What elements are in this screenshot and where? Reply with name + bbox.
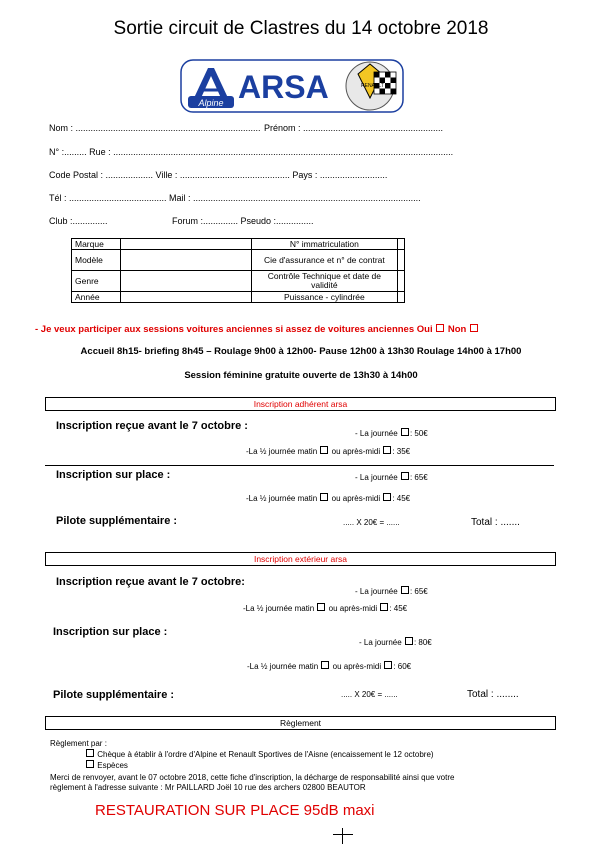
option-label: - La journée bbox=[355, 429, 398, 438]
exterieur-place-demi bbox=[247, 661, 411, 671]
forum-field[interactable]: Forum :.............. Pseudo :............... bbox=[172, 216, 314, 226]
vehicle-table bbox=[71, 238, 405, 303]
svg-text:ARSA: ARSA bbox=[238, 69, 329, 105]
club-field[interactable]: Club :.............. bbox=[49, 216, 108, 226]
checkbox[interactable] bbox=[383, 446, 391, 454]
non-checkbox[interactable] bbox=[470, 324, 478, 332]
adherent-place-label: Inscription sur place : bbox=[56, 469, 171, 481]
checkbox[interactable] bbox=[383, 493, 391, 501]
svg-text:RENAULT: RENAULT bbox=[361, 83, 384, 89]
option-label: ou après-midi bbox=[332, 662, 382, 671]
adherent-place-demi bbox=[246, 493, 410, 503]
adherent-pilote-calc[interactable]: ..... X 20€ = ...... bbox=[343, 518, 400, 527]
exterieur-place-label: Inscription sur place : bbox=[53, 626, 168, 638]
adherent-header: Inscription adhérent arsa bbox=[45, 397, 556, 411]
price: : 60€ bbox=[393, 662, 412, 671]
price: : 65€ bbox=[409, 473, 428, 482]
checkbox[interactable] bbox=[320, 446, 328, 454]
table-cell-input[interactable] bbox=[120, 250, 251, 271]
oui-checkbox[interactable] bbox=[436, 324, 444, 332]
option-label: -La ½ journée matin bbox=[243, 604, 315, 613]
exterieur-total[interactable]: Total : ........ bbox=[467, 689, 519, 700]
table-row bbox=[72, 250, 405, 271]
non-label: Non bbox=[447, 324, 467, 335]
option-label: -La ½ journée matin bbox=[247, 662, 319, 671]
option-label: ou après-midi bbox=[331, 494, 381, 503]
price: : 45€ bbox=[392, 494, 411, 503]
exterieur-avant-journee bbox=[355, 586, 428, 596]
exterieur-place-journee bbox=[359, 637, 432, 647]
exterieur-pilote-calc[interactable]: ..... X 20€ = ...... bbox=[341, 690, 398, 699]
feminine-session-text: Session féminine gratuite ouverte de 13h30 à 14h00 bbox=[184, 370, 418, 381]
reglement-cheque bbox=[85, 749, 434, 759]
reglement-par: Règlement par : bbox=[50, 739, 107, 748]
checkbox[interactable] bbox=[401, 472, 409, 480]
city-field[interactable]: Code Postal : ................... Ville : ............................................ Pays : ........................... bbox=[49, 170, 388, 180]
option-label: ou après-midi bbox=[328, 604, 378, 613]
adherent-total[interactable]: Total : ....... bbox=[471, 517, 520, 528]
adherent-pilote-label: Pilote supplémentaire : bbox=[56, 515, 178, 527]
address-field[interactable]: N° :......... Rue : ........................................................................................................................................ bbox=[49, 147, 454, 157]
table-row bbox=[72, 271, 405, 292]
price: : 45€ bbox=[389, 604, 408, 613]
adherent-avant-label: Inscription reçue avant le 7 octobre : bbox=[56, 420, 248, 432]
table-cell: Genre bbox=[72, 271, 121, 292]
checkbox[interactable] bbox=[321, 661, 329, 669]
merci-line-2: règlement à l'adresse suivante : Mr PAILLARD Joël 10 rue des archers 02800 BEAUTOR bbox=[50, 783, 366, 792]
logo-graphic bbox=[180, 58, 404, 114]
option-label: Chèque à établir à l'ordre d'Alpine et Renault Sportives de l'Aisne (encaissement le 12 octobre) bbox=[97, 750, 434, 759]
table-cell-input[interactable] bbox=[398, 271, 405, 292]
option-label: - La journée bbox=[359, 638, 402, 647]
option-label: - La journée bbox=[355, 473, 398, 482]
adherent-avant-demi bbox=[246, 446, 410, 456]
checkbox[interactable] bbox=[320, 493, 328, 501]
exterieur-pilote-label: Pilote supplémentaire : bbox=[53, 689, 175, 701]
option-label: -La ½ journée matin bbox=[246, 447, 318, 456]
checkbox[interactable] bbox=[405, 637, 413, 645]
cheque-checkbox[interactable] bbox=[86, 749, 94, 757]
merci-line-1: Merci de renvoyer, avant le 07 octobre 2018, cette fiche d'inscription, la décharge de responsabilité ainsi que votre bbox=[50, 773, 455, 782]
price: : 65€ bbox=[409, 587, 428, 596]
table-row bbox=[72, 292, 405, 303]
exterieur-avant-demi bbox=[243, 603, 407, 613]
table-cell-input[interactable] bbox=[398, 239, 405, 250]
price: : 35€ bbox=[392, 447, 411, 456]
option-label: Espèces bbox=[97, 761, 128, 770]
arsa-logo bbox=[180, 58, 404, 114]
nom-field[interactable]: Nom : .......................................................................... bbox=[49, 123, 261, 133]
price: : 80€ bbox=[413, 638, 432, 647]
table-cell-input[interactable] bbox=[120, 292, 251, 303]
svg-text:Alpine: Alpine bbox=[198, 98, 224, 108]
table-cell: N° immatriculation bbox=[251, 239, 397, 250]
contact-field[interactable]: Tél : ....................................... Mail : ........................................................................................... bbox=[49, 193, 421, 203]
table-cell-input[interactable] bbox=[120, 239, 251, 250]
crosshair-vertical bbox=[342, 828, 343, 844]
table-cell-input[interactable] bbox=[398, 250, 405, 271]
table-cell: Puissance - cylindrée bbox=[251, 292, 397, 303]
reglement-especes bbox=[85, 760, 128, 770]
table-cell-input[interactable] bbox=[398, 292, 405, 303]
checkbox[interactable] bbox=[384, 661, 392, 669]
adherent-place-journee bbox=[355, 472, 428, 482]
divider bbox=[45, 465, 554, 466]
crosshair-horizontal bbox=[333, 834, 353, 835]
option-label: -La ½ journée matin bbox=[246, 494, 318, 503]
page-title: Sortie circuit de Clastres du 14 octobre 2018 bbox=[113, 18, 489, 39]
adherent-avant-journee bbox=[355, 428, 428, 438]
table-row bbox=[72, 239, 405, 250]
table-cell: Année bbox=[72, 292, 121, 303]
schedule-text: Accueil 8h15- briefing 8h45 – Roulage 9h00 à 12h00- Pause 12h00 à 13h30 Roulage 14h00 à 17h00 bbox=[80, 346, 522, 357]
option-label: - La journée bbox=[355, 587, 398, 596]
checkbox[interactable] bbox=[401, 586, 409, 594]
anciennes-text: - Je veux participer aux sessions voitures anciennes si assez de voitures anciennes Oui bbox=[35, 324, 433, 335]
table-cell-input[interactable] bbox=[120, 271, 251, 292]
option-label: ou après-midi bbox=[331, 447, 381, 456]
table-cell: Modèle bbox=[72, 250, 121, 271]
table-cell: Contrôle Technique et date de validité bbox=[251, 271, 397, 292]
exterieur-avant-label: Inscription reçue avant le 7 octobre: bbox=[56, 576, 245, 588]
reglement-header: Règlement bbox=[45, 716, 556, 730]
table-cell: Marque bbox=[72, 239, 121, 250]
price: : 50€ bbox=[409, 429, 428, 438]
especes-checkbox[interactable] bbox=[86, 760, 94, 768]
checkbox[interactable] bbox=[317, 603, 325, 611]
restauration-banner: RESTAURATION SUR PLACE 95dB maxi bbox=[95, 802, 375, 819]
prenom-field[interactable]: Prénom : ........................................................ bbox=[264, 123, 444, 133]
checkbox[interactable] bbox=[401, 428, 409, 436]
checkbox[interactable] bbox=[380, 603, 388, 611]
anciennes-line bbox=[35, 324, 479, 335]
table-cell: Cie d'assurance et n° de contrat bbox=[251, 250, 397, 271]
exterieur-header: Inscription extérieur arsa bbox=[45, 552, 556, 566]
